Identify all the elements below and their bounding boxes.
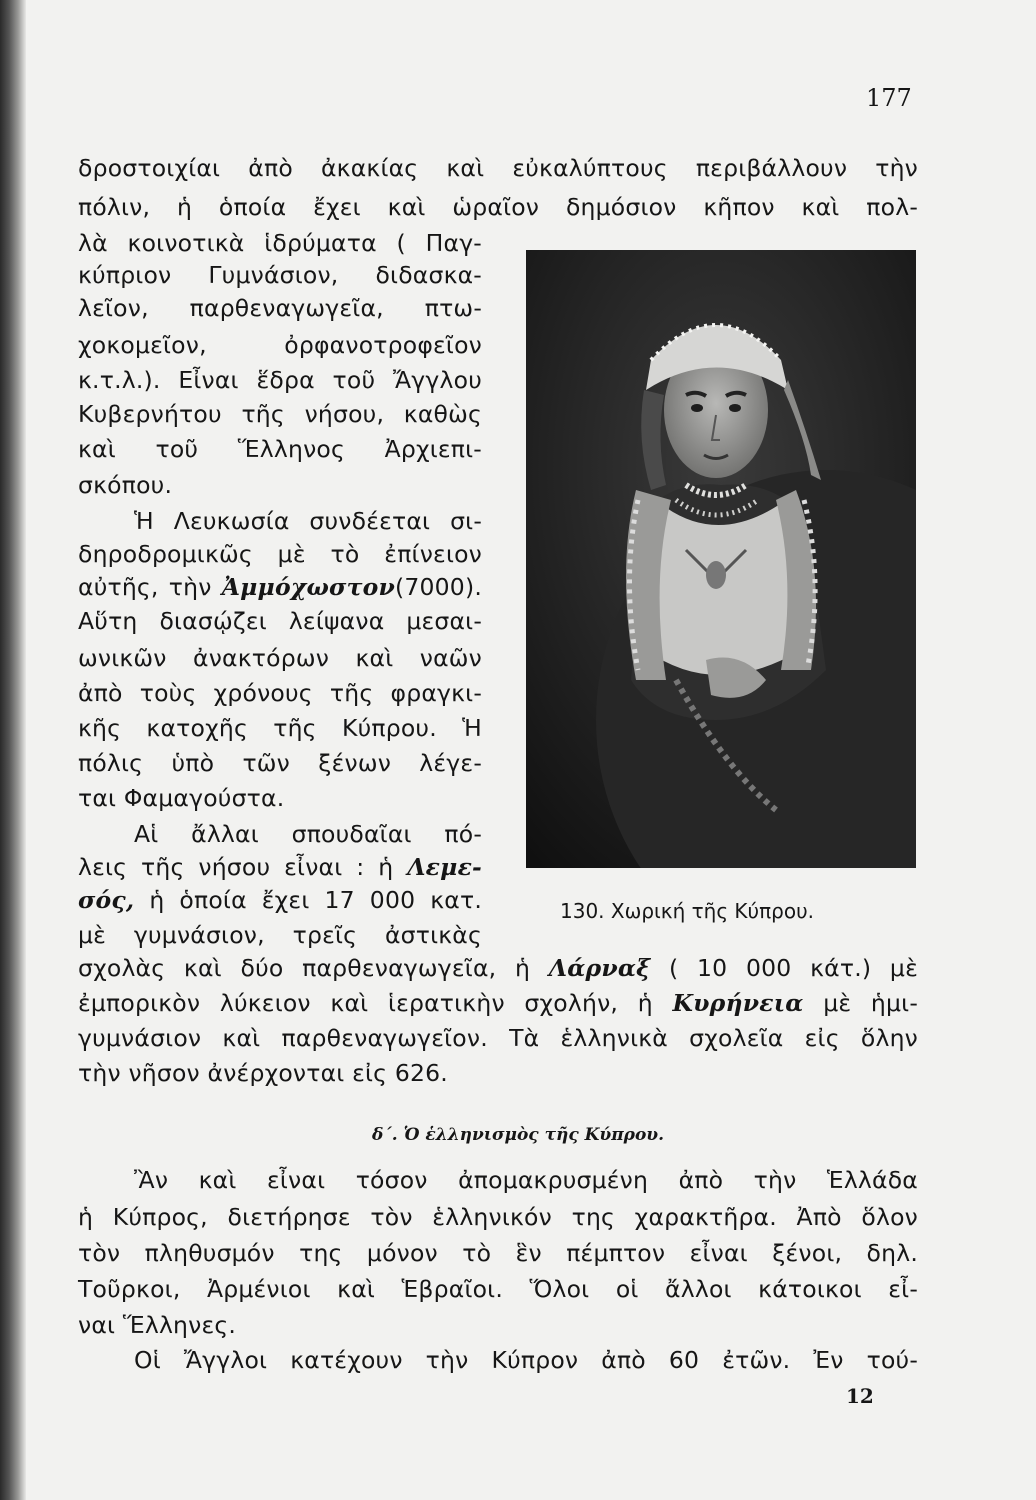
- text-run: μὲ ἡμι-: [823, 989, 919, 1017]
- text-line: ται Φαμαγούστα.: [78, 784, 285, 812]
- text-line: τὸν πληθυσμόν της μόνον τὸ ἓν πέμπτον εἶναι ξένοι, δηλ.: [78, 1239, 918, 1267]
- section-heading: δ΄. Ὁ ἑλληνισμὸς τῆς Κύπρου.: [371, 1125, 665, 1145]
- text-line: κ.τ.λ.). Εἶναι ἕδρα τοῦ Ἄγγλου: [78, 366, 482, 394]
- text-line: ἀπὸ τοὺς χρόνους τῆς φραγκι-: [78, 679, 482, 707]
- text-line: λὰ κοινοτικὰ ἱδρύματα ( Παγ-: [78, 229, 482, 257]
- text-line: γυμνάσιον καὶ παρθεναγωγεῖον. Τὰ ἑλληνικὰ σχολεῖα εἰς ὅλην: [78, 1024, 918, 1052]
- text-line: [78, 954, 918, 982]
- text-line: δηροδρομικῶς μὲ τὸ ἐπίνειον: [78, 540, 482, 568]
- text-run: λεις τῆς νήσου εἶναι : ἡ: [78, 853, 394, 881]
- text-line: δροστοιχίαι ἀπὸ ἀκακίας καὶ εὐκαλύπτους περιβάλλουν τὴν: [78, 154, 918, 182]
- text-run: αὐτῆς, τὴν: [78, 573, 212, 601]
- text-line: Τοῦρκοι, Ἀρμένιοι καὶ Ἑβραῖοι. Ὅλοι οἱ ἄλλοι κάτοικοι εἶ-: [78, 1275, 918, 1303]
- figure-caption: 130. Χωρική τῆς Κύπρου.: [560, 899, 815, 923]
- portrait-photo: [526, 250, 916, 868]
- text-run: σχολὰς καὶ δύο παρθεναγωγεῖα, ἡ: [78, 954, 531, 982]
- text-line: κῆς κατοχῆς τῆς Κύπρου. Ἡ: [78, 714, 482, 742]
- printer-signature-mark: 12: [846, 1384, 874, 1408]
- text-run: (7000).: [394, 573, 482, 601]
- place-name-kyreneia: Κυρήνεια: [672, 989, 804, 1017]
- text-line: Ἂν καὶ εἶναι τόσον ἀπομακρυσμένη ἀπὸ τὴν Ἑλλάδα: [134, 1166, 918, 1194]
- text-line: χοκομεῖον, ὀρφανοτροφεῖον: [78, 331, 482, 359]
- place-name-lemesos-end: σός,: [78, 886, 135, 914]
- text-line: κύπριον Γυμνάσιον, διδασκα-: [78, 261, 482, 289]
- place-name-ammochostos: Ἀμμόχωστον: [221, 573, 395, 601]
- text-line: [78, 989, 919, 1017]
- text-line: τὴν νῆσον ἀνέρχονται εἰς 626.: [78, 1059, 448, 1087]
- text-line: [78, 573, 482, 601]
- text-line: Οἱ Ἄγγλοι κατέχουν τὴν Κύπρον ἀπὸ 60 ἐτῶν. Ἐν τού-: [134, 1346, 918, 1374]
- text-line: Αἱ ἄλλαι σπουδαῖαι πό-: [134, 820, 482, 848]
- place-name-lemesos: Λεμε-: [407, 853, 483, 881]
- text-run: ἐμπορικὸν λύκειον καὶ ἱερατικὴν σχολήν, ἡ: [78, 989, 653, 1017]
- text-line: μὲ γυμνάσιον, τρεῖς ἀστικὰς: [78, 921, 482, 949]
- text-line: σκόπου.: [78, 471, 173, 499]
- text-line: ἡ Κύπρος, διετήρησε τὸν ἑλληνικόν της χαρακτῆρα. Ἀπὸ ὅλον: [78, 1203, 918, 1231]
- text-line: [78, 853, 483, 881]
- text-line: ωνικῶν ἀνακτόρων καὶ ναῶν: [78, 644, 482, 672]
- text-line: καὶ τοῦ Ἕλληνος Ἀρχιεπι-: [78, 435, 482, 463]
- text-line: Αὕτη διασῴζει λείψανα μεσαι-: [78, 607, 482, 635]
- place-name-larnax: Λάρναξ: [548, 954, 651, 982]
- book-binding-shadow: [0, 0, 26, 1500]
- text-line: πόλις ὑπὸ τῶν ξένων λέγε-: [78, 749, 482, 777]
- text-line: πόλιν, ἡ ὁποία ἔχει καὶ ὡραῖον δημόσιον κῆπον καὶ πολ-: [78, 193, 918, 221]
- text-run: ( 10 000 κάτ.) μὲ: [668, 954, 918, 982]
- page-number: 177: [866, 84, 912, 112]
- text-line: Κυβερνήτου τῆς νήσου, καθὼς: [78, 400, 482, 428]
- portrait-illustration: [526, 250, 916, 868]
- text-run: ἡ ὁποία ἔχει 17 000 κατ.: [149, 886, 483, 914]
- text-line: [78, 886, 483, 914]
- text-line: Ἡ Λευκωσία συνδέεται σι-: [134, 507, 482, 535]
- text-line: ναι Ἕλληνες.: [78, 1311, 237, 1339]
- text-line: λεῖον, παρθεναγωγεῖα, πτω-: [78, 294, 482, 322]
